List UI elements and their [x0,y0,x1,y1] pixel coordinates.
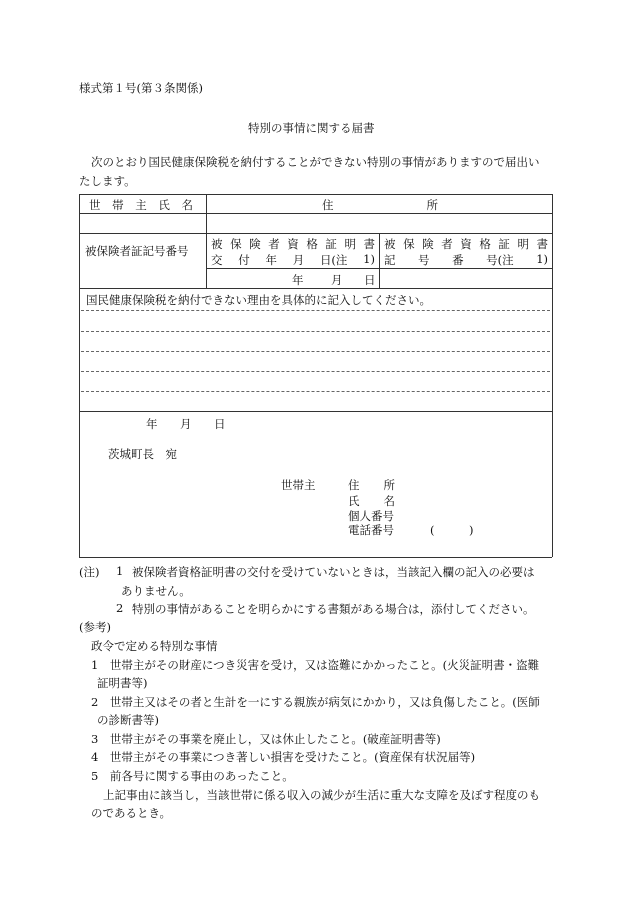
reference-item-3: 3 世帯主がその事業を廃止し，又は休止したこと。(破産証明書等) [91,732,441,746]
note-1-number: 1 [116,564,124,578]
reference-item-5: 5 前各号に関する事由のあったこと。 [91,769,294,783]
address-field[interactable] [207,214,551,232]
reference-closing-line-2: のであるとき。 [91,806,172,820]
form-number: 様式第１号(第３条関係) [79,81,203,95]
name-field[interactable] [80,214,205,232]
table-header-address: 住 所 [322,198,438,212]
reason-field[interactable] [80,311,551,410]
reference-item-1-line-1: 1 世帯主がその財産につき災害を受け，又は盗難にかかったこと。(火災証明書・盗難 [91,658,540,672]
insured-number-label: 被保険者証記号番号 [85,244,189,258]
reference-item-2-line-2: の診断書等) [97,713,159,727]
field-name-label: 氏 名 [348,494,395,508]
householder-label: 世帯主 [281,478,316,492]
reference-item-1-line-2: 証明書等) [97,676,148,690]
document-title: 特別の事情に関する届書 [248,121,375,135]
reference-label: (参考) [79,620,111,634]
note-1-line-1: 被保険者資格証明書の交付を受けていないときは，当該記入欄の記入の必要は [132,565,535,579]
reference-heading: 政令で定める特別な事情 [91,639,218,653]
reference-closing-line-1: 上記事由に該当し，当該世帯に係る収入の減少が生活に重大な支障を及ぼす程度のも [103,788,540,802]
phone-paren: ( ) [430,523,474,537]
date-month-unit: 月 [331,273,343,287]
insured-number-field[interactable] [80,262,205,287]
note-2-number: 2 [116,601,124,615]
notes-label: (注) [79,565,100,579]
reference-item-2-line-1: 2 世帯主又はその者と生計を一にする親族が病気にかかり，又は負傷したこと。(医師 [91,695,540,709]
intro-line-2: たします。 [79,174,136,188]
table-header-name: 世 帯 主 氏 名 [89,198,193,212]
note-1-line-2: ありません。 [121,584,191,598]
field-phone-label: 電話番号 [348,523,394,537]
date-day-unit: 日 [364,273,376,287]
date-year-unit: 年 [292,273,304,287]
field-personal-number-label: 個人番号 [348,509,394,523]
reference-item-4: 4 世帯主がその事業につき著しい損害を受けたこと。(資産保有状況届等) [91,750,476,764]
addressee: 茨城町長 宛 [108,447,177,461]
note-2-line: 特別の事情があることを明らかにする書類がある場合は，添付してください。 [132,602,535,616]
cert-date-field[interactable] [207,269,378,287]
cert-number-field[interactable] [380,269,551,287]
reason-label: 国民健康保険税を納付できない理由を具体的に記入してください。 [86,293,431,307]
intro-line-1: 次のとおり国民健康保険税を納付することができない特別の事情がありますので届出い [91,155,540,169]
field-address-label: 住 所 [348,478,395,492]
